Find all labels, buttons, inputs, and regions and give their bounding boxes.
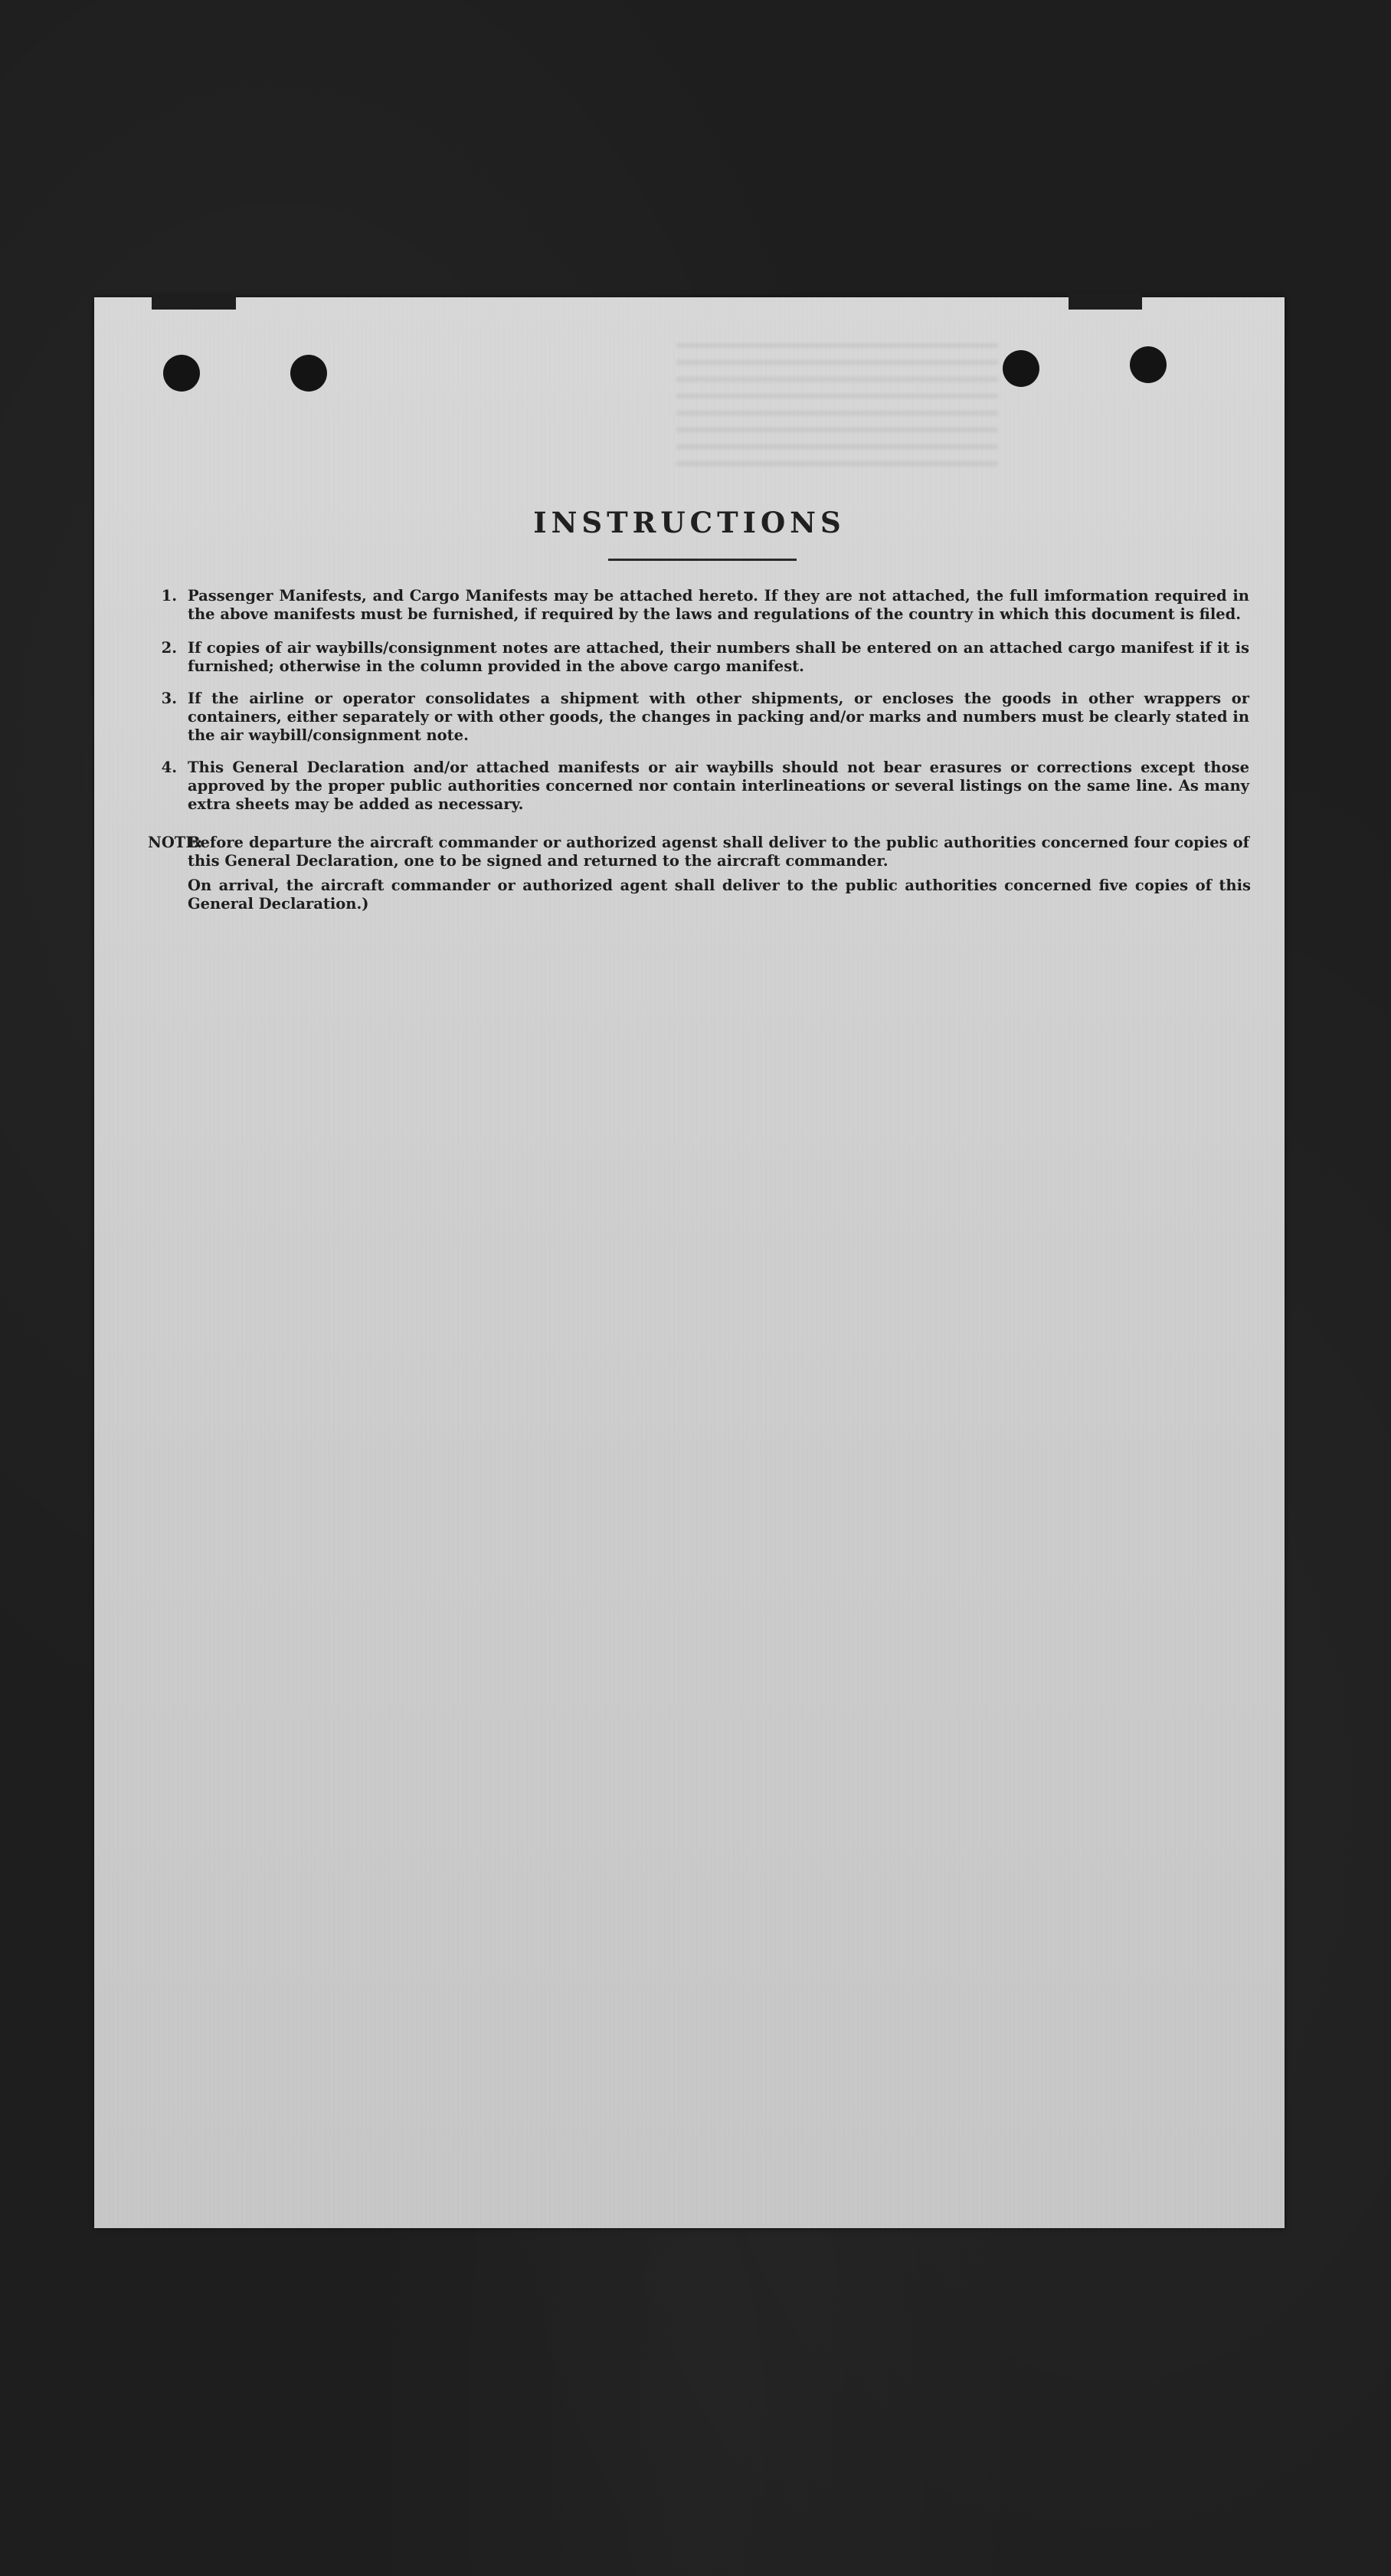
note-label: NOTE: — [148, 834, 203, 851]
note-departure-text: Before departure the aircraft commander or authorized agenst shall deliver to the public authorities concerned four copies of this General Declaration, one to be signed and returned to the aircraft commander. — [188, 834, 1249, 870]
instruction-number: 2. — [161, 639, 177, 657]
title-underline — [608, 559, 797, 561]
note-arrival-text: On arrival, the aircraft commander or authorized agent shall deliver to the public authorities concerned five copies of this General Declaration.) — [188, 877, 1251, 913]
punch-hole-icon — [1130, 346, 1167, 383]
instruction-text: Passenger Manifests, and Cargo Manifests may be attached hereto. If they are not attached, the full imformation required in the above manifests must be furnished, if required by the laws and regulations of the country in which this document is filed. — [188, 587, 1249, 623]
document-page — [94, 297, 1285, 2228]
show-through-texture — [676, 343, 998, 466]
binder-tab-right — [1069, 293, 1142, 310]
instruction-number: 4. — [161, 759, 177, 776]
page-title: INSTRUCTIONS — [533, 506, 846, 539]
binder-tab-left — [152, 293, 236, 310]
instruction-number: 3. — [161, 690, 177, 707]
punch-hole-icon — [1003, 350, 1039, 387]
punch-hole-icon — [290, 355, 327, 392]
instruction-number: 1. — [161, 587, 177, 605]
instruction-text: If copies of air waybills/consignment notes are attached, their numbers shall be entered on an attached cargo manifest if it is furnished; otherwise in the column provided in the above cargo manifest. — [188, 639, 1249, 675]
instruction-text: This General Declaration and/or attached manifests or air waybills should not bear erasures or corrections except those approved by the proper public authorities concerned nor contain interlineations or several listings on the same line. As many extra sheets may be added as necessary. — [188, 759, 1249, 813]
instruction-text: If the airline or operator consolidates a shipment with other shipments, or encloses the goods in other wrappers or containers, either separately or with other goods, the changes in packing and/or marks and numbers must be clearly stated in the air waybill/consignment note. — [188, 690, 1249, 744]
punch-hole-icon — [163, 355, 200, 392]
